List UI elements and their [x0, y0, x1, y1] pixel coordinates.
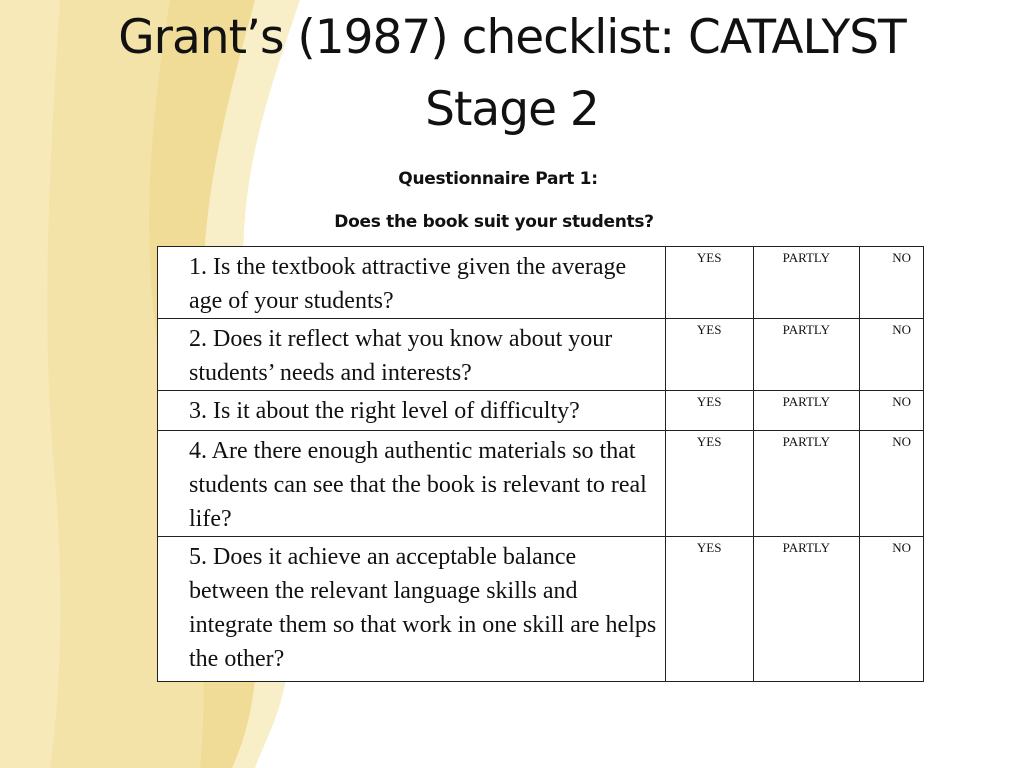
yes-option[interactable]: YES	[665, 319, 753, 391]
no-option[interactable]: NO	[859, 391, 923, 431]
slide-title	[0, 2, 1024, 146]
title-line-2: Stage 2	[425, 82, 599, 137]
yes-option[interactable]: YES	[665, 247, 753, 319]
question-cell: 1. Is the textbook attractive given the average age of your students?	[158, 247, 666, 319]
table-row	[158, 431, 924, 537]
question-cell: 4. Are there enough authentic materials so that students can see that the book is relevant to real life?	[158, 431, 666, 537]
question-cell: 2. Does it reflect what you know about your students’ needs and interests?	[158, 319, 666, 391]
yes-option[interactable]: YES	[665, 431, 753, 537]
questionnaire-part-heading: Questionnaire Part 1:	[398, 169, 598, 189]
question-cell: 5. Does it achieve an acceptable balance between the relevant language skills and integrate them so that work in one skill are helps the other?	[158, 537, 666, 682]
table-row	[158, 391, 924, 431]
question-cell: 3. Is it about the right level of difficulty?	[158, 391, 666, 431]
checklist-table	[157, 246, 924, 682]
partly-option[interactable]: PARTLY	[753, 319, 859, 391]
partly-option[interactable]: PARTLY	[753, 537, 859, 682]
no-option[interactable]: NO	[859, 247, 923, 319]
title-line-1: Grant’s (1987) checklist: CATALYST	[118, 10, 906, 65]
section-question-heading: Does the book suit your students?	[334, 212, 654, 232]
partly-option[interactable]: PARTLY	[753, 247, 859, 319]
table-row	[158, 537, 924, 682]
no-option[interactable]: NO	[859, 319, 923, 391]
partly-option[interactable]: PARTLY	[753, 431, 859, 537]
yes-option[interactable]: YES	[665, 537, 753, 682]
table-row	[158, 319, 924, 391]
no-option[interactable]: NO	[859, 431, 923, 537]
no-option[interactable]: NO	[859, 537, 923, 682]
table-row	[158, 247, 924, 319]
partly-option[interactable]: PARTLY	[753, 391, 859, 431]
yes-option[interactable]: YES	[665, 391, 753, 431]
